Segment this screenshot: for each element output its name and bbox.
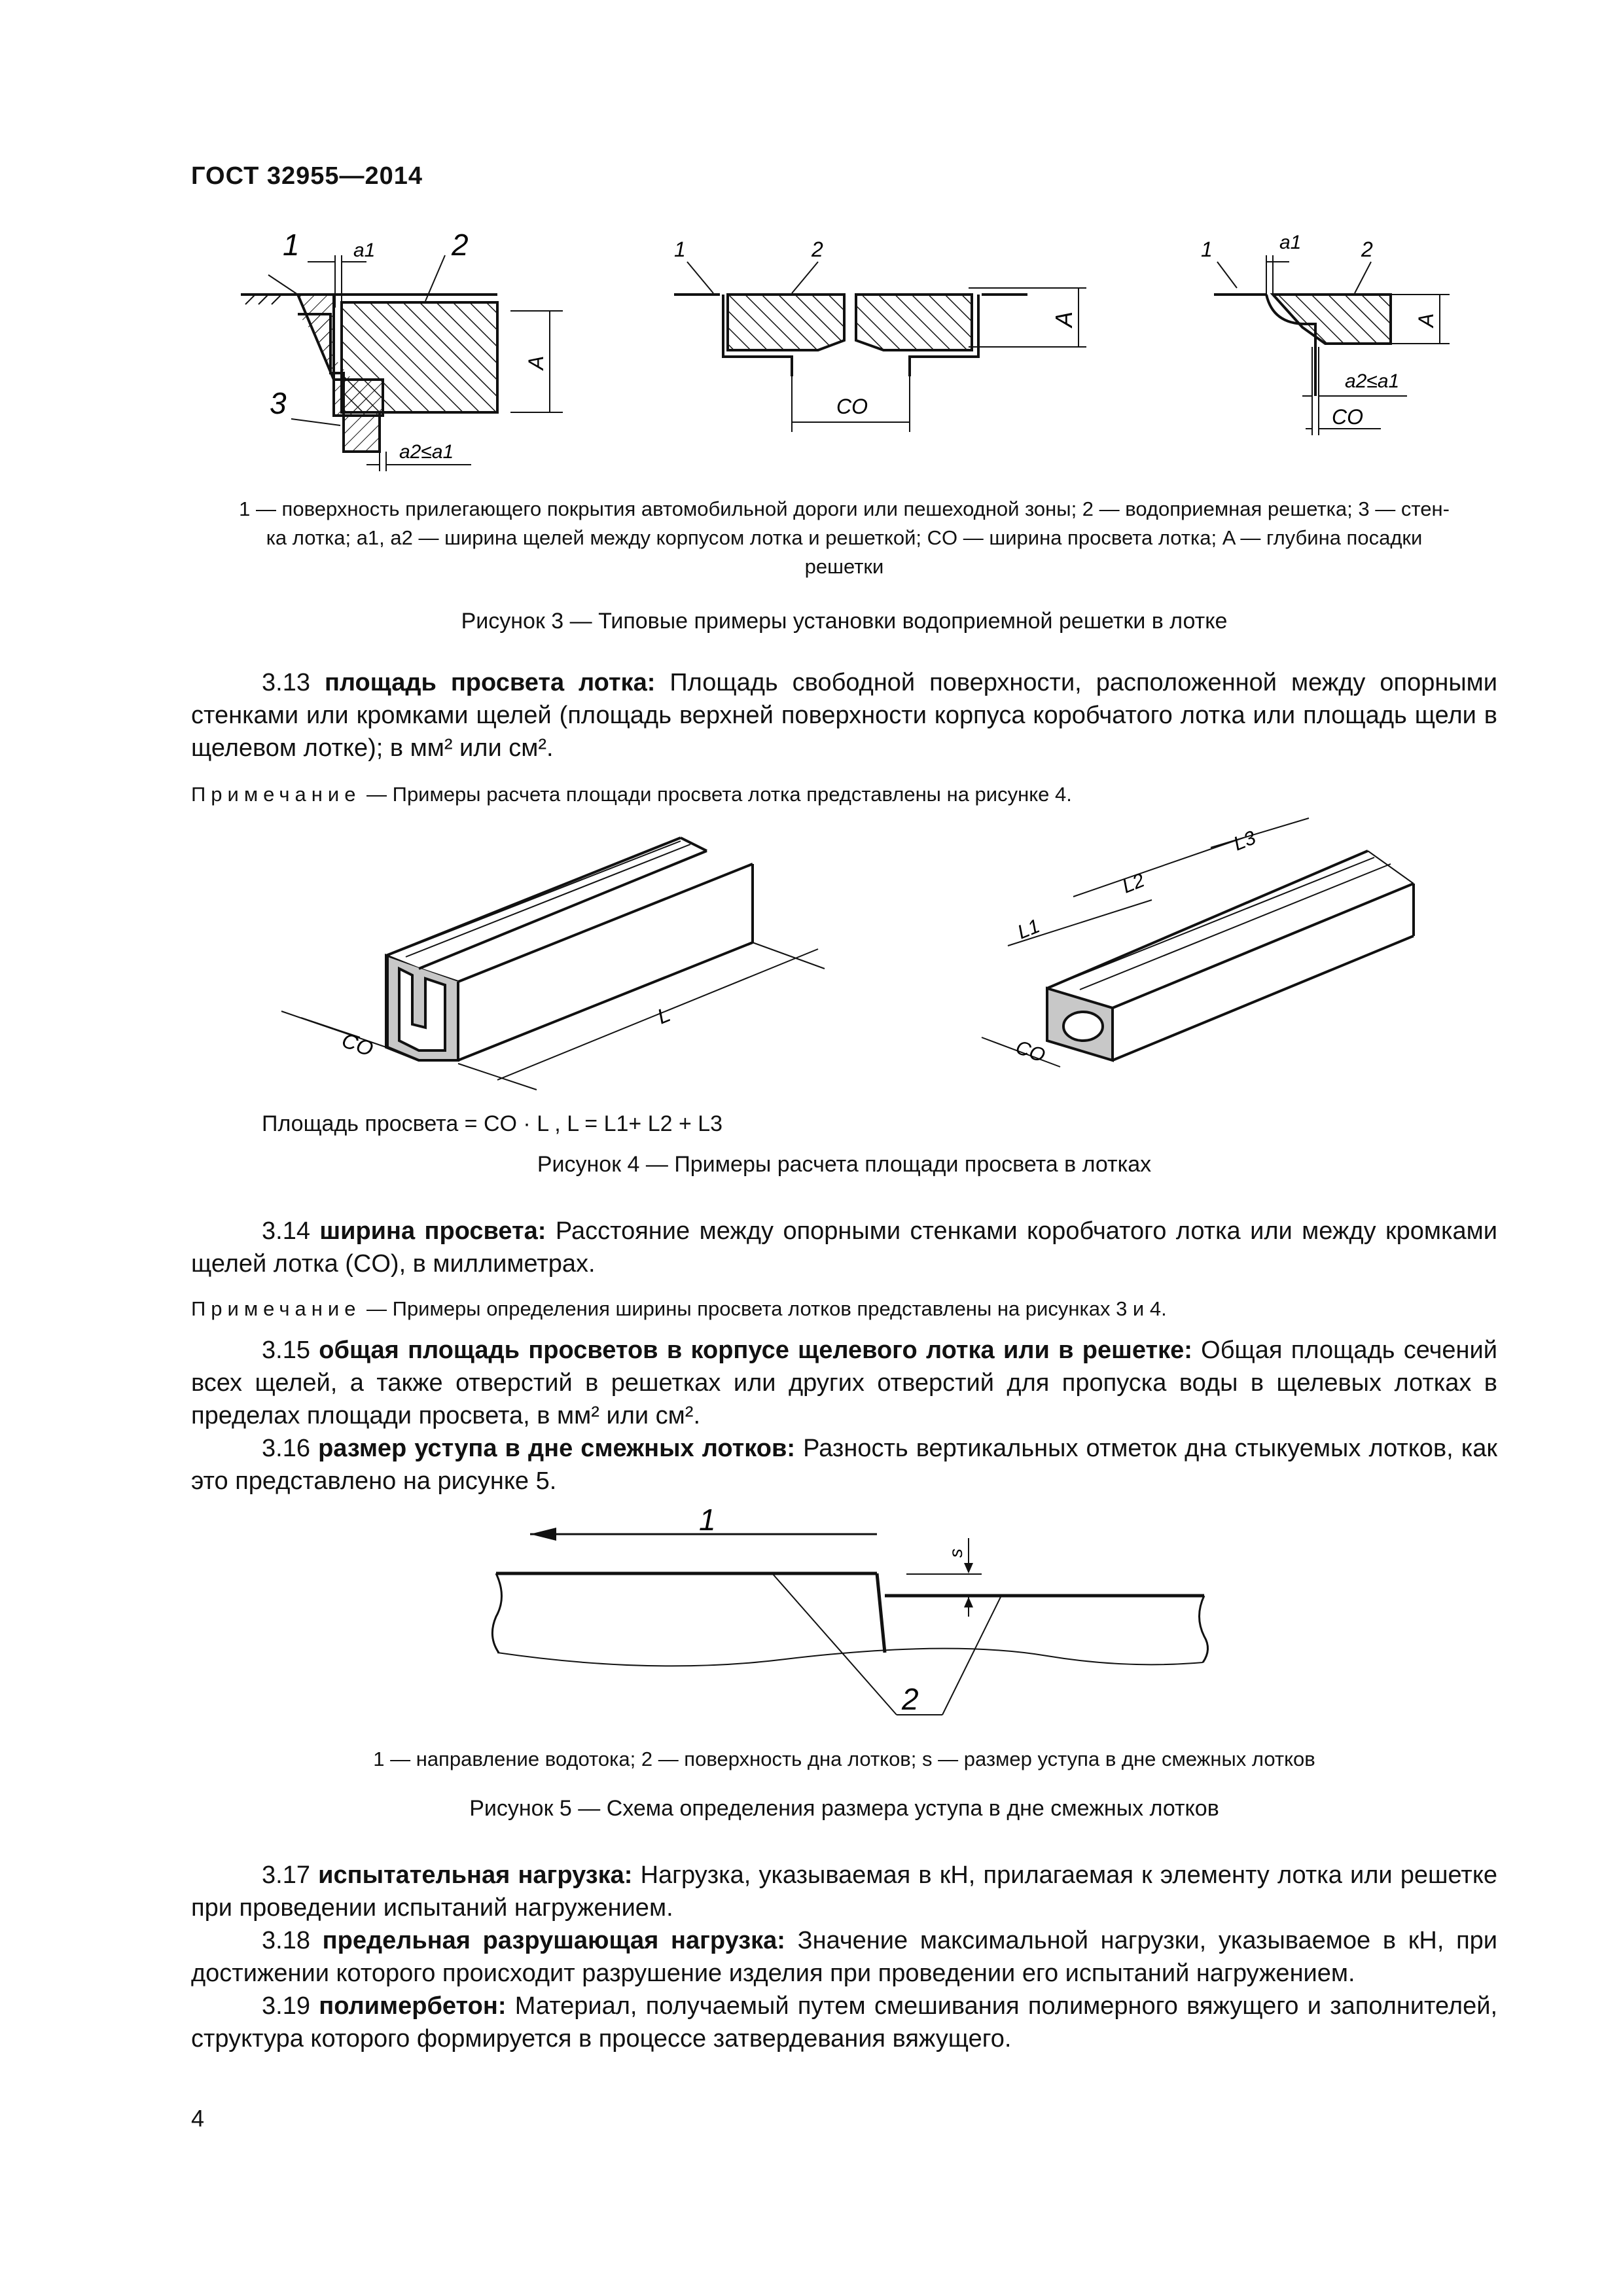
figure-5-legend: 1 — направление водотока; 2 — поверхность дна лотков; s — размер уступа в дне смежных лотков — [373, 1748, 1315, 1770]
section-3-16-term: размер уступа в дне смежных лотков: — [318, 1435, 796, 1462]
section-3-14-text: Расстояние между опорными стенками коробчатого лотка или между кромками щелей лотка (CO), в миллиметрах. — [191, 1217, 1497, 1278]
page-number: 4 — [191, 2105, 205, 2132]
section-3-18-term: предельная разрушающая нагрузка: — [322, 1927, 785, 1954]
section-3-17-term: испытательная нагрузка: — [318, 1861, 633, 1889]
section-3-19-number: 3.19 — [262, 1992, 310, 2020]
flow-arrow-head — [530, 1528, 556, 1541]
figure-5-title: Рисунок 5 — Схема определения размера уступа в дне смежных лотков — [469, 1796, 1219, 1821]
note-text: — Примеры расчета площади просвета лотка представлены на рисунке 4. — [361, 783, 1072, 806]
section-3-13-text: Площадь свободной поверхности, расположенной между опорными стенками или кромками щелей (площадь верхней поверхности корпуса коробчатого лотка или площадь щели в щелевом лотке); в мм² или см². — [191, 669, 1497, 762]
fig4-right-label-L2: L2 — [1119, 869, 1148, 898]
figure-3-title: Рисунок 3 — Типовые примеры установки водоприемной решетки в лотке — [461, 609, 1228, 634]
fig3-right-label-2: 2 — [1361, 238, 1373, 261]
section-3-14-term: ширина просвета: — [319, 1217, 546, 1245]
section-3-17-number: 3.17 — [262, 1861, 310, 1889]
section-3-19 — [191, 1990, 1497, 2055]
fig3-left-label-a1: a1 — [353, 240, 376, 261]
note-label: Примечание — [191, 1297, 361, 1320]
section-3-15-term: общая площадь просветов в корпусе щелевого лотка или в решетке: — [319, 1336, 1192, 1364]
section-3-17 — [191, 1859, 1497, 1924]
fig4-right-label-CO: CO — [1012, 1036, 1048, 1067]
note-text: — Примеры определения ширины просвета лотков представлены на рисунках 3 и 4. — [361, 1297, 1167, 1320]
section-3-13-number: 3.13 — [262, 669, 310, 696]
fig3-right-label-CO: CO — [1332, 405, 1363, 429]
fig4-left-label-L: L — [654, 1002, 674, 1029]
section-3-18-number: 3.18 — [262, 1927, 310, 1954]
section-3-15-number: 3.15 — [262, 1336, 310, 1364]
fig5-label-2: 2 — [902, 1682, 919, 1716]
section-3-19-text: Материал, получаемый путем смешивания полимерного вяжущего и заполнителей, структура которого формируется в процессе затвердевания вяжущего. — [191, 1992, 1498, 2053]
figure-4-title: Рисунок 4 — Примеры расчета площади просвета в лотках — [537, 1152, 1152, 1177]
fig3-mid-label-CO: CO — [836, 395, 868, 418]
figure-3-legend-line-3: решетки — [804, 555, 884, 578]
fig3-right-label-A: A — [1414, 313, 1438, 327]
figure-3-legend-line-2: ка лотка; a1, a2 — ширина щелей между корпусом лотка и решеткой; CO — ширина просвета лотка; A — глубина посадки — [266, 526, 1423, 549]
fig3-left-label-1: 1 — [283, 228, 300, 262]
figure-4-formula: Площадь просвета = CO · L , L = L1+ L2 + L3 — [262, 1111, 723, 1136]
fig5-label-s: s — [946, 1549, 966, 1558]
document-header: ГОСТ 32955—2014 — [191, 162, 423, 190]
fig5-label-1: 1 — [699, 1503, 716, 1537]
section-3-16-text: Разность вертикальных отметок дна стыкуемых лотков, как это представлено на рисунке 5. — [191, 1435, 1498, 1495]
fig4-right-label-L1: L1 — [1014, 915, 1043, 944]
figure-3-legend-line-1: 1 — поверхность прилегающего покрытия автомобильной дороги или пешеходной зоны; 2 — водоприемная решетка; 3 — стен- — [239, 497, 1450, 520]
fig3-right-label-a2a1: a2≤a1 — [1345, 370, 1400, 392]
fig3-left-label-3: 3 — [270, 386, 287, 420]
section-3-17-text: Нагрузка, указываемая в кН, прилагаемая к элементу лотка или решетке при проведении испытаний нагружением. — [191, 1861, 1498, 1922]
fig3-mid-label-A: A — [1050, 311, 1077, 327]
section-3-15-text: Общая площадь сечений всех щелей, а также отверстий в решетках или других отверстий для пропуска воды в щелевых лотках в пределах площади просвета, в мм² или см². — [191, 1336, 1497, 1429]
fig3-left-label-a2a1: a2≤a1 — [399, 441, 454, 463]
section-3-18 — [191, 1924, 1497, 1990]
section-3-13-term: площадь просвета лотка: — [324, 669, 656, 696]
fig4-left-label-CO: CO — [338, 1028, 377, 1061]
fig3-left-label-A: A — [524, 355, 548, 370]
fig3-left-label-2: 2 — [452, 228, 469, 262]
fig3-right-label-1: 1 — [1201, 238, 1213, 261]
section-3-16-number: 3.16 — [262, 1435, 310, 1462]
fig3-right-label-a1: a1 — [1279, 232, 1302, 253]
fig4-right-label-L3: L3 — [1230, 827, 1259, 855]
fig3-mid-label-2: 2 — [812, 238, 823, 261]
section-3-19-term: полимербетон: — [319, 1992, 507, 2020]
fig3-mid-label-1: 1 — [674, 238, 686, 261]
section-3-14-number: 3.14 — [262, 1217, 310, 1245]
section-3-18-text: Значение максимальной нагрузки, указываемое в кН, при достижении которого происходит разрушение изделия при проведении его испытаний нагружением. — [191, 1927, 1498, 1987]
note-label: Примечание — [191, 783, 361, 806]
